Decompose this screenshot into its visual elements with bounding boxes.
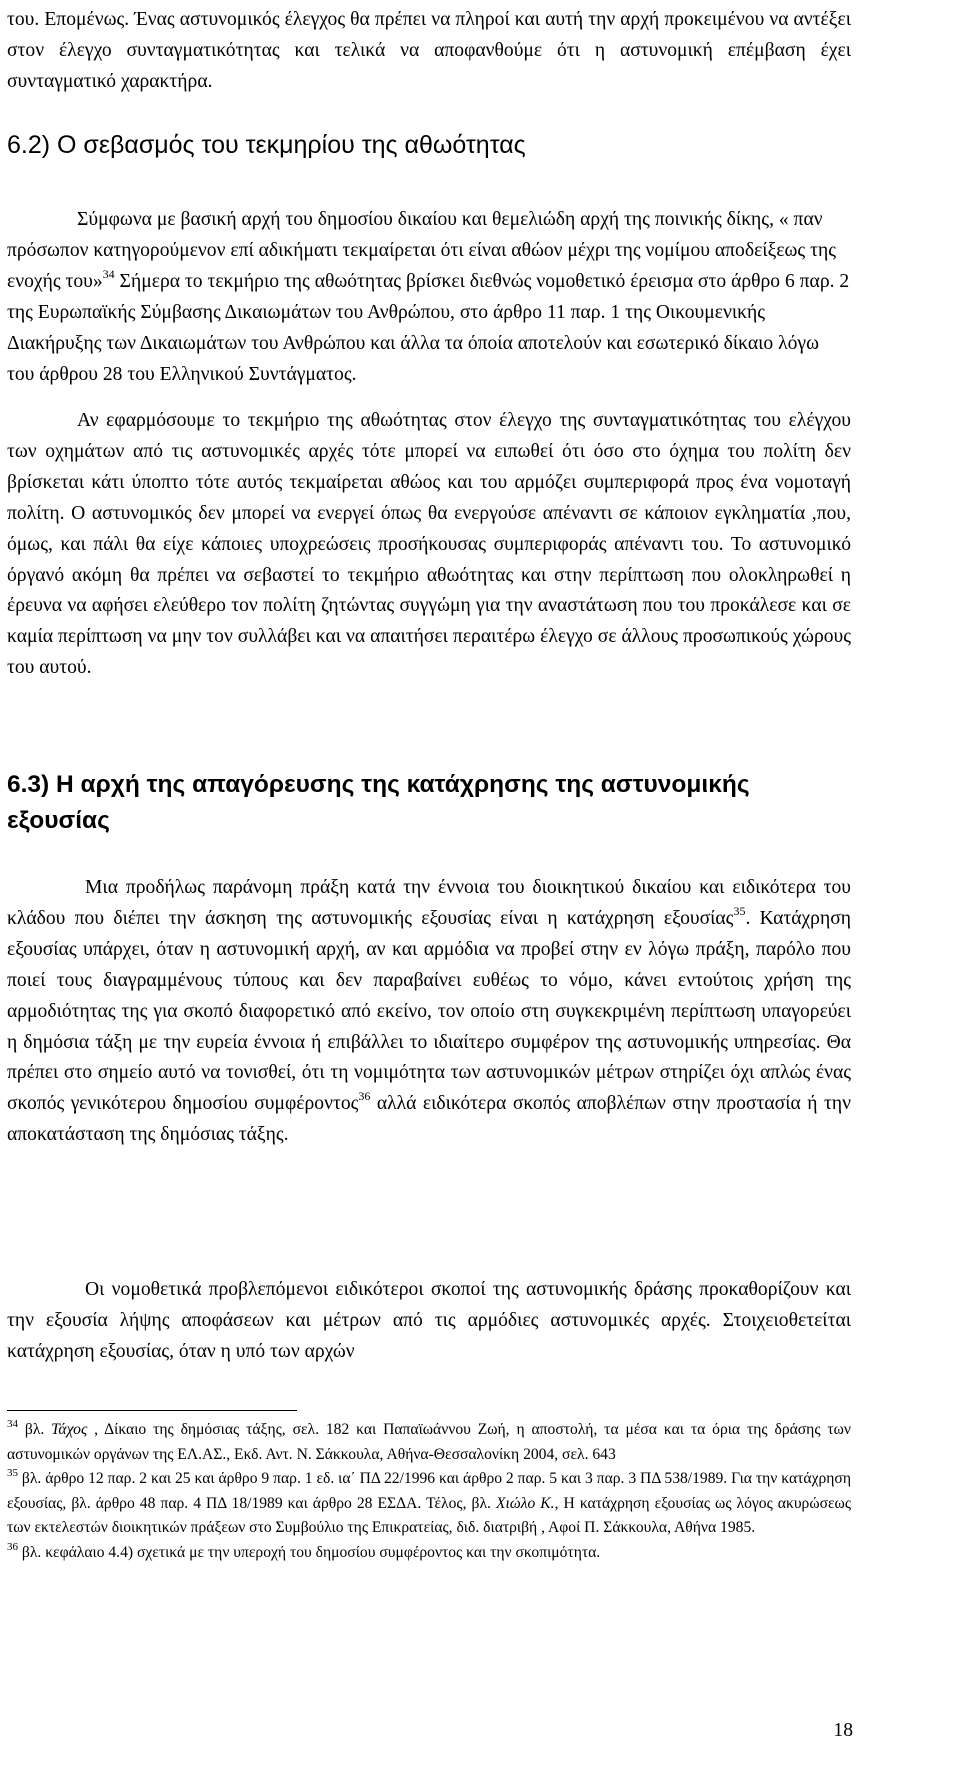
footnote-number: 36	[7, 1540, 18, 1553]
footnote-author: Τάχος	[51, 1421, 88, 1438]
paragraph-text: Σύμφωνα με βασική αρχή του δημοσίου δικαίου και θεμελιώδη αρχή της ποινικής δίκης, « παν πρόσωπον κατηγορούμενον επί αδικήματι τεκμαίρεται ότι είναι αθώον μέχρι της νομίμου αποδείξεως της ενοχής του»	[7, 209, 836, 292]
footnote-text: , Η κατάχρηση εξουσίας ως λόγος ακυρώσεως των εκτελεστών διοικητικών πράξεων στο Συμβούλιο της Επικρατείας, διδ. διατριβή , Αφοί Π. Σάκκουλα, Αθήνα 1985.	[7, 1494, 851, 1536]
section-6-2-paragraph-2: Αν εφαρμόσουμε το τεκμήριο της αθωότητας στον έλεγχο της συνταγματικότητας του ελέγχου των οχημάτων από τις αστυνομικές αρχές τότε μπορεί να ειπωθεί ότι όσο στο όχημα του πολίτη δεν βρίσκεται κάτι ύποπτο τότε αυτός τεκμαίρεται αθώος και του αρμόζει συμπεριφορά προς ένα νομοταγή πολίτη. Ο αστυνομικός δεν μπορεί να ενεργεί όπως θα ενεργούσε απέναντι σε κάποιον εγκληματία ,που, όμως, και πάλι θα είχε κάποιες υποχρεώσεις προσήκουσας συμπεριφοράς απέναντι του. Το αστυνομικό όργανό ακόμη θα πρέπει να σεβαστεί το τεκμήριο αθωότητας και στην περίπτωση που ολοκληρωθεί η έρευνα να αφήσει ελεύθερο τον πολίτη ζητώντας συγγώμη για την αναστάτωση που του προκάλεσε και σε καμία περίπτωση να μην τον συλλάβει και να απαιτήσει περαιτέρω έλεγχο σε άλλους προσωπικούς χώρους του αυτού.	[7, 410, 851, 679]
footnote-35	[7, 1467, 851, 1541]
paragraph-text: . Κατάχρηση εξουσίας υπάρχει, όταν η αστυνομική αρχή, αν και αρμόδια να προβεί στην εν λόγω πράξη, παρόλο που ποιεί τους διαγραμμένους τύπους και δεν παραβαίνει ευθέως το νόμο, κάνει εντούτοις χρήση της αρμοδιότητας της για σκοπό διαφορετικό από εκείνο, τον οποίο στη συγκεκριμένη περίπτωση υπαγορεύει η δημόσια τάξη με την ευρεία έννοια ή επιβάλλει το ιδιαίτερο συμφέρον της αστυνομικής υπηρεσίας. Θα πρέπει στο σημείο αυτό να τονισθεί, ότι τη νομιμότητα των αστυνομικών μέτρων στηρίζει όχι απλώς ένας σκοπός γενικότερου δημοσίου συμφέροντος	[7, 907, 852, 1115]
section-6-2-heading: 6.2) Ο σεβασμός του τεκμηρίου της αθωότητας	[7, 131, 526, 159]
section-6-3-paragraph-2: Οι νομοθετικά προβλεπόμενοι ειδικότεροι σκοποί της αστυνομικής δράσης προκαθορίζουν και την εξουσία λήψης αποφάσεων και μέτρων από τις αρμόδιες αστυνομικές αρχές. Στοιχειοθετείται κατάχρηση εξουσίας, όταν η υπό των αρχών	[7, 1279, 851, 1362]
footnote-number: 35	[7, 1467, 18, 1479]
footnote-text: , Δίκαιο της δημόσιας τάξης, σελ. 182 και Παπαϊωάννου Ζωή, η αποστολή, τα μέσα και τα όρια της δράσης των αστυνομικών οργάνων της ΕΛ.ΑΣ., Εκδ. Αντ. Ν. Σάκκουλα, Αθήνα-Θεσσαλονίκη 2004, σελ. 643	[7, 1421, 851, 1463]
footnote-number: 34	[7, 1418, 18, 1430]
footnote-text: βλ. κεφάλαιο 4.4) σχετικά με την υπεροχή του δημοσίου συμφέροντος και την σκοπιμότητα.	[18, 1543, 601, 1561]
footnote-ref-34: 34	[102, 266, 115, 281]
footnote-ref-35: 35	[733, 903, 746, 918]
page-number: 18	[833, 1720, 853, 1741]
footnote-text: βλ. άρθρο 12 παρ. 2 και 25 και άρθρο 9 παρ. 1 εδ. ια΄ ΠΔ 22/1996 και άρθρο 2 παρ. 5 και 3 παρ. 3 ΠΔ 538/1989. Για την κατάχρηση εξουσίας, βλ. άρθρο 48 παρ. 4 ΠΔ 18/1989 και άρθρο 28 ΕΣΔΑ. Τέλος, βλ.	[7, 1470, 851, 1512]
footnote-36	[7, 1541, 851, 1566]
paragraph-text: αλλά ειδικότερα σκοπός αποβλέπων στην προστασία ή την αποκατάσταση της δημόσιας τάξης.	[7, 1093, 851, 1146]
section-6-3-paragraph-1	[7, 873, 851, 1151]
footnote-text: βλ.	[18, 1421, 52, 1438]
footnotes	[7, 1418, 851, 1565]
footnote-separator	[7, 1410, 297, 1411]
paragraph-text: Σήμερα το τεκμήριο της αθωότητας βρίσκει διεθνώς νομοθετικό έρεισμα στο άρθρο 6 παρ. 2 της Ευρωπαϊκής Σύμβασης Δικαιωμάτων του Ανθρώπου, στο άρθρο 11 παρ. 1 της Οικουμενικής Διακήρυξης των Δικαιωμάτων του Ανθρώπου και άλλα τα όποία αποτελούν και εσωτερικό δίκαιο λόγω του άρθρου 28 του Ελληνικού Συντάγματος.	[7, 270, 850, 385]
footnote-34	[7, 1418, 851, 1467]
section-6-2-paragraph-1	[7, 205, 851, 390]
paragraph-text: Μια προδήλως παράνομη πράξη κατά την έννοια του διοικητικού δικαίου και ειδικότερα του κλάδου που διέπει την άσκηση της αστυνομικής εξουσίας είναι η κατάχρηση εξουσίας	[7, 877, 851, 929]
footnote-author: Χιώλο Κ.	[495, 1494, 555, 1512]
intro-paragraph: του. Επομένως. Ένας αστυνομικός έλεγχος θα πρέπει να πληροί και αυτή την αρχή προκειμένου να αντέξει στον έλεγχο συνταγματικότητας και τελικά να αποφανθούμε ότι η αστυνομική επέμβαση έχει συνταγματικό χαρακτήρα.	[7, 9, 851, 92]
section-6-3-heading: 6.3) Η αρχή της απαγόρευσης της κατάχρησης της αστυνομικής εξουσίας	[7, 771, 750, 834]
footnote-ref-36: 36	[358, 1089, 371, 1104]
